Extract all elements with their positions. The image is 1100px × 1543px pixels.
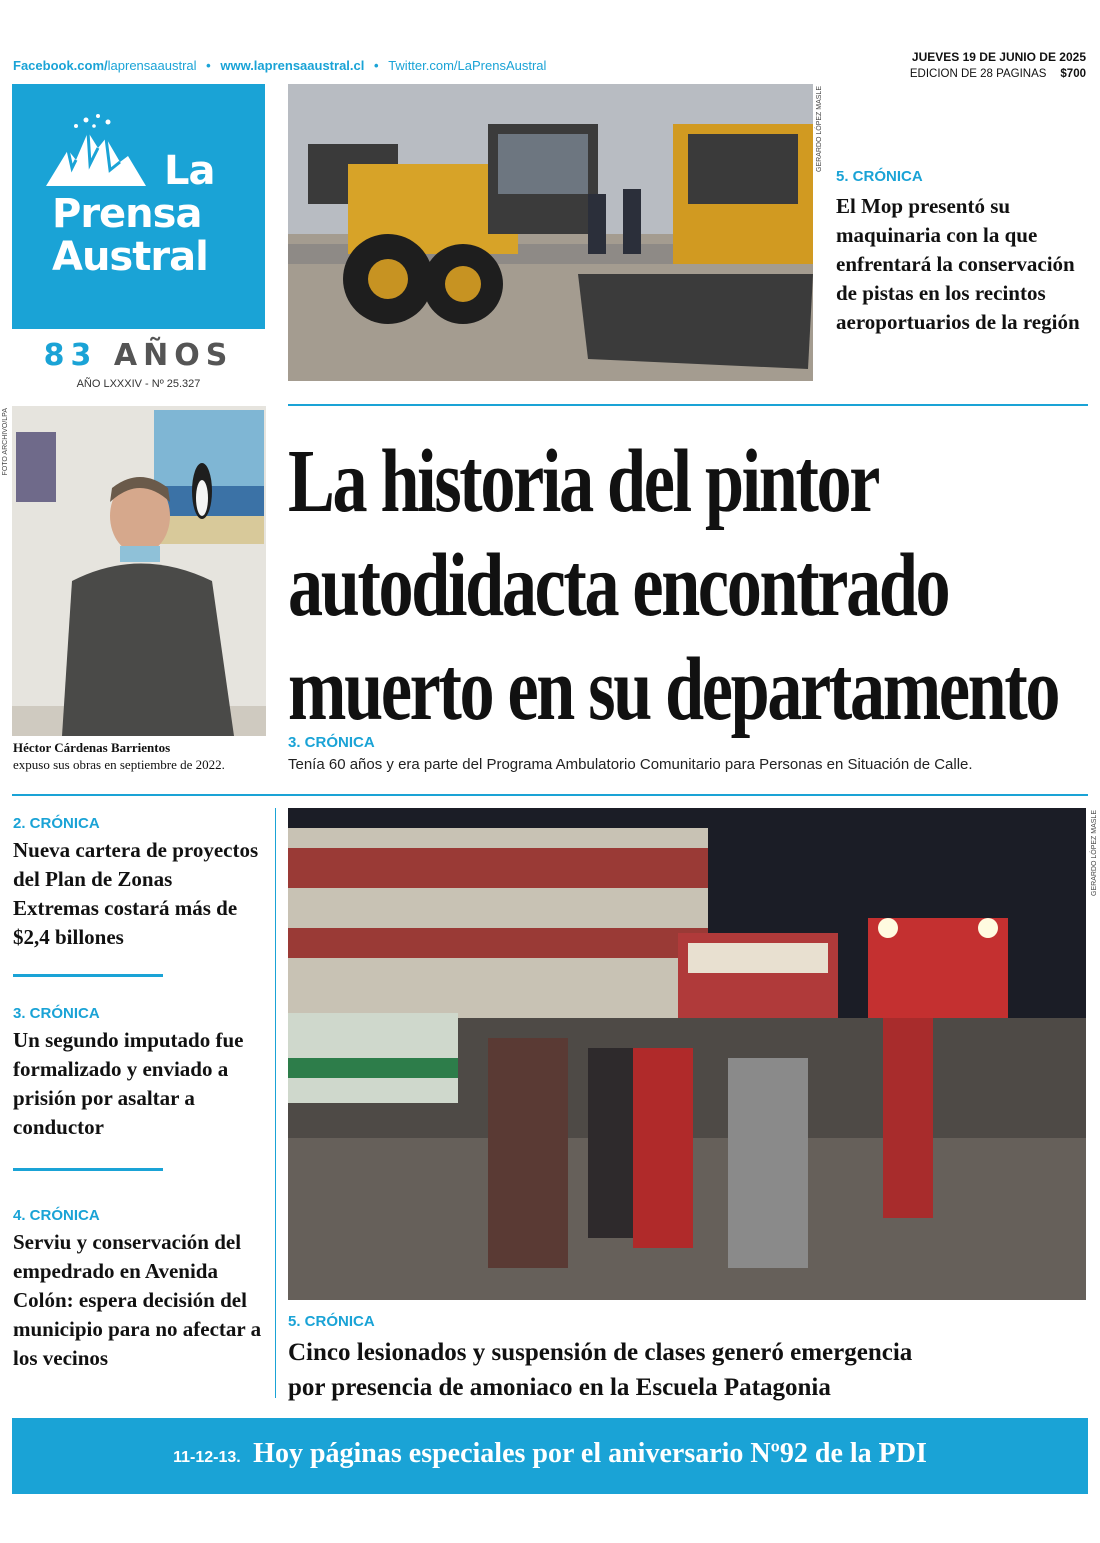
- divider-middle: [12, 794, 1088, 796]
- painter-caption-name: Héctor Cárdenas Barrientos: [13, 740, 171, 755]
- painter-photo[interactable]: [12, 406, 266, 736]
- sidebar-headline-2[interactable]: Un segundo imputado fue formalizado y enviado a prisión por asaltar a conductor: [13, 1028, 244, 1139]
- price: $700: [1060, 68, 1086, 80]
- school-illustration: [288, 808, 1086, 1300]
- main-headline[interactable]: La historia del pintor autodidacta encontrado muerto en su departamento: [288, 432, 1059, 739]
- sidebar-kicker-1[interactable]: 2. CRÓNICA: [13, 815, 100, 832]
- social-links: Facebook.com/laprensaaustral • www.laprensaaustral.cl • Twitter.com/LaPrensAustral: [13, 58, 547, 73]
- machinery-kicker[interactable]: 5. CRÓNICA: [836, 168, 923, 185]
- machinery-headline[interactable]: El Mop presentó su maquinaria con la que enfrentará la conservación de pistas en los recintos aeroportuarios de la región: [836, 194, 1080, 334]
- sidebar-kicker-3[interactable]: 4. CRÓNICA: [13, 1207, 100, 1224]
- sidebar-headline-1[interactable]: Nueva cartera de proyectos del Plan de Zonas Extremas costará más de $2,4 billones: [13, 838, 259, 949]
- sidebar-headline-3[interactable]: Serviu y conservación del empedrado en Avenida Colón: espera decisión del municipio para no afectar a los vecinos: [13, 1230, 262, 1370]
- twitter-link[interactable]: Twitter.com/LaPrensAustral: [388, 58, 547, 73]
- banner-pages: 11-12-13.: [173, 1449, 241, 1466]
- masthead-logo[interactable]: [12, 84, 265, 329]
- main-deck: Tenía 60 años y era parte del Programa Ambulatorio Comunitario para Personas en Situación de Calle.: [288, 756, 973, 773]
- painter-caption-text: expuso sus obras en septiembre de 2022.: [13, 757, 225, 772]
- machinery-illustration: [288, 84, 813, 381]
- divider-top: [288, 404, 1088, 406]
- logo-wordmark: La Prensa Austral: [52, 148, 215, 280]
- anniversary-years: 83 AÑOS: [43, 338, 234, 373]
- issue-date: JUEVES 19 DE JUNIO DE 2025: [911, 50, 1086, 64]
- edition-pages: EDICION DE 28 PAGINAS: [909, 68, 1047, 80]
- painter-photo-credit: FOTO ARCHIVO/LPA: [2, 408, 9, 476]
- banner-text: Hoy páginas especiales por el aniversario Nº92 de la PDI: [253, 1438, 927, 1469]
- school-photo[interactable]: [288, 808, 1086, 1300]
- machinery-photo[interactable]: [288, 84, 813, 381]
- facebook-link[interactable]: Facebook.com/laprensaaustral: [13, 58, 197, 73]
- edition-info: [910, 68, 1086, 80]
- pdi-banner[interactable]: [12, 1418, 1088, 1494]
- main-kicker[interactable]: 3. CRÓNICA: [288, 734, 375, 751]
- machinery-photo-credit: GERARDO LÓPEZ MASLE: [816, 86, 823, 172]
- school-photo-credit: GERARDO LÓPEZ MASLE: [1091, 810, 1098, 896]
- sidebar-kicker-2[interactable]: 3. CRÓNICA: [13, 1005, 100, 1022]
- issue-number: AÑO LXXXIV - Nº 25.327: [76, 378, 201, 390]
- sidebar-divider-2: [13, 1168, 163, 1171]
- sidebar-divider-1: [13, 974, 163, 977]
- column-divider: [275, 808, 276, 1398]
- painter-illustration: [12, 406, 266, 736]
- school-kicker[interactable]: 5. CRÓNICA: [288, 1313, 375, 1330]
- school-headline[interactable]: Cinco lesionados y suspensión de clases generó emergencia por presencia de amoniaco en la Escuela Patagonia: [288, 1339, 913, 1401]
- website-link[interactable]: www.laprensaaustral.cl: [220, 58, 365, 73]
